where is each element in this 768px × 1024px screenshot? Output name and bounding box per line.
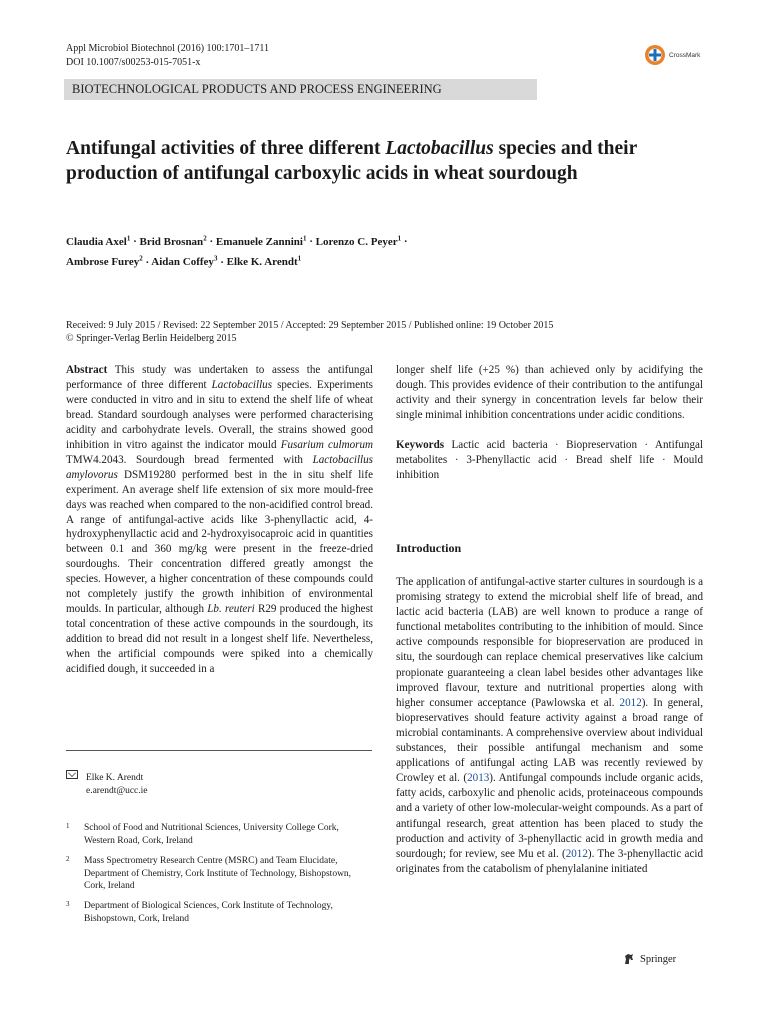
author[interactable]: Emanuele Zannini$^1$ (215, 234, 307, 248)
affiliation-3: 3 Department of Biological Sciences, Cork Institute of Technology, Bishopstown, Cork, Ireland (66, 900, 333, 924)
title-part1: Antifungal activities of three different (66, 138, 386, 159)
citation-link[interactable]: 2012 (565, 847, 588, 860)
author[interactable]: Brid Brosnan$^2$ (139, 234, 207, 248)
keywords-label: Keywords (396, 438, 445, 451)
citation-link[interactable]: 2012 (619, 696, 642, 709)
author[interactable]: Claudia Axel$^1$ (66, 234, 131, 248)
doi-line: DOI 10.1007/s00253-015-7051-x (66, 57, 201, 68)
introduction-heading: Introduction (396, 541, 462, 555)
keywords-text: Lactic acid bacteria · Biopreservation · Antifungal metabolites · 3-Phenyllactic acid · Bread shelf life · Mould inhibition (396, 438, 703, 481)
title-italic: Lactobacillus (385, 138, 494, 159)
abstract-continuation: longer shelf life (+25 %) than achieved only by acidifying the dough. This provides evidence of their contribution to the antifungal activity and their synergy in concentration levels far below their single minimal inhibition concentrations under acidic conditions. (396, 364, 703, 421)
category-banner: BIOTECHNOLOGICAL PRODUCTS AND PROCESS ENGINEERING (64, 79, 537, 100)
author[interactable]: Elke K. Arendt$^1$ (226, 254, 302, 269)
article-title (66, 136, 666, 186)
affiliation-2: 2 Mass Spectrometry Research Centre (MSRC) and Team Elucidate, Department of Chemistry, Cork Institute of Technology, Bishopstown, Cork, Ireland (66, 855, 352, 891)
affiliation-1: 1 School of Food and Nutritional Sciences, University College Cork, Western Road, Cork, Ireland (66, 822, 339, 846)
envelope-icon (66, 770, 78, 779)
crossmark-label: CrossMark (669, 51, 701, 59)
article-dates: Received: 9 July 2015 / Revised: 22 September 2015 / Accepted: 29 September 2015 / Published online: 19 October 2015 (66, 320, 554, 331)
introduction-paragraph: The application of antifungal-active starter cultures in sourdough is a promising strategy to extend the microbial shelf life of bread, and lactic acid bacteria (LAB) are well known to produce a range of functional metabolites contributing to the inhibition of mould. Since active compounds responsible for biopreservation are produced in situ, the sourdough can replace chemical preservatives like calcium propionate guaranteeing a clean label besides other advantages like improved flavour, texture and nutritional properties along with higher consumer acceptance (Pawlowska et al. 2012). In general, biopreservatives should feature activity against a broad range of microbial contaminants. A comprehensive overview about individual substances, their possible antifungal mechanism and some applications of antifungal acting LAB was recently reviewed by Crowley et al. (2013). Antifungal compounds include organic acids, fatty acids, carboxylic and phenolic acids, proteinaceous compounds and a variety of other low-molecular-weight compounds. As a part of antifungal research, great attention has been placed to study the production and activity of 3-phenyllactic acid in growth media and sourdough; for review, see Mu et al. (2012). The 3-phenyllactic acid originates from the catabolism of phenylalanine initiated (396, 576, 703, 875)
right-column-top (396, 363, 703, 483)
publisher-logo (622, 952, 676, 966)
author[interactable]: Aidan Coffey$^3$ (151, 254, 218, 269)
journal-citation (66, 42, 269, 70)
abstract-paragraph: Abstract This study was undertaken to assess the antifungal performance of three different Lactobacillus species. Experiments were conducted in vitro and in situ to extend the shelf life of wheat bread. Standard sourdough analyses were performed characterising acidity and carbohydrate levels. Overall, the strains showed good inhibition in vitro against the indicator mould Fusarium culmorum TMW4.2043. Sourdough bread fermented with Lactobacillus amylovorus DSM19280 performed best in the in situ shelf life experiment. An average shelf life extension of six more mould-free days was reached when compared to the non-acidified control bread. A range of antifungal-active acids like 3-phenyllactic acid, 4-hydroxyphenyllactic acid and 2-hydroxyisocaproic acid in quantities between 0.1 and 360 mg/kg were present in the freeze-dried sourdoughs. Their concentration differed greatly amongst the species. However, a higher concentration of these compounds could not completely justify the growth inhibition of environmental moulds. In particular, although Lb. reuteri R29 produced the highest total concentration of these active compounds in the sourdough, its addition to bread did not result in a longest shelf life. Nevertheless, when the artificial compounds were spiked into a chemically acidified dough, it succeeded in a (66, 364, 374, 676)
keywords (396, 438, 703, 483)
corresponding-author (66, 770, 148, 798)
journal-line: Appl Microbiol Biotechnol (2016) 100:1701–1711 (66, 43, 269, 54)
author[interactable]: Lorenzo C. Peyer$^1$ (315, 234, 402, 248)
title-part2: species and their production of antifungal carboxylic acids in wheat sourdough (66, 138, 637, 184)
author[interactable]: Ambrose Furey$^2$ (66, 254, 143, 269)
springer-horse-icon (622, 952, 636, 966)
copyright-notice: © Springer-Verlag Berlin Heidelberg 2015 (66, 333, 237, 344)
author-list: Claudia Axel$^1$ · Brid Brosnan$^2$ · Emanuele Zannini$^1$ · Lorenzo C. Peyer$^1$ · Ambrose Furey$^2$ · Aidan Coffey$^3$ · Elke K. Arendt$^1$ (66, 234, 408, 269)
crossmark-icon (644, 44, 666, 66)
footnote-divider (66, 750, 372, 751)
citation-link[interactable]: 2013 (467, 772, 490, 785)
corresponding-name: Elke K. Arendt (86, 773, 144, 783)
corresponding-email[interactable]: e.arendt@ucc.ie (86, 786, 148, 796)
abstract-label: Abstract (66, 364, 108, 376)
crossmark-badge[interactable] (644, 44, 720, 66)
publisher-name: Springer (640, 953, 677, 965)
